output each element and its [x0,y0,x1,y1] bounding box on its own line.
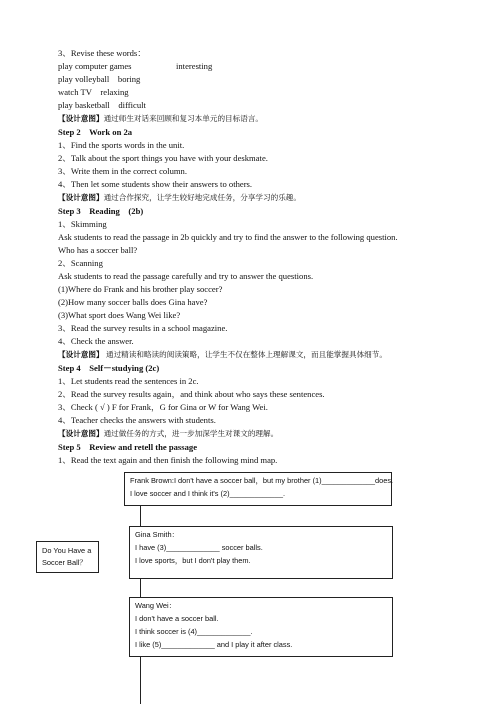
step-item: 2、Talk about the sport things you have with your deskmate. [58,153,268,163]
step-item: 2、Read the survey results again，and think about who says these sentences. [58,389,325,399]
wang-line: I think soccer is (4)_____________. [135,627,253,636]
step-heading: Step 2 Work on 2a [58,127,133,137]
question-item: (3)What sport does Wang Wei like? [58,310,181,320]
review-words-heading: 3、Revise these words： [58,48,146,58]
step-item: 4、Check the answer. [58,336,134,346]
gina-line: I love sports，but I don't play them. [135,556,251,565]
step-item: Ask students to read the passage in 2b quickly and try to find the answer to the following question. [58,232,398,242]
step-item: Ask students to read the passage carefully and try to answer the questions. [58,271,314,281]
step-item: 1、Skimming [58,219,107,229]
step-item: 1、Let students read the sentences in 2c. [58,376,199,386]
step-item: 3、Read the survey results in a school magazine. [58,323,228,333]
step-item: 4、Then let some students show their answers to others. [58,179,253,189]
step-heading: Step 5 Review and retell the passage [58,442,198,452]
step-heading: Step 3 Reading (2b) [58,206,144,216]
step-item: 3、Write them in the correct column. [58,166,187,176]
center-label: Soccer Ball？ [42,558,87,567]
step-item: 3、Check ( √ ) F for Frank，G for Gina or W for Wang Wei. [58,402,268,412]
step-item: 1、Read the text again and then finish the following mind map. [58,455,278,465]
design-intent-note: 【设计意图】 通过精读和略读的阅读策略，让学生不仅在整体上理解课文，而且能掌握具体细节。 [58,350,387,359]
step-item: 4、Teacher checks the answers with students. [58,415,216,425]
connector-line [140,478,141,704]
step-item: Who has a soccer ball? [58,245,138,255]
wang-line: Wang Wei： [135,601,177,610]
wang-box [129,597,393,657]
design-intent-note: 【设计意图】通过做任务的方式，进一步加深学生对课文的理解。 [58,429,279,438]
step-heading: Step 4 Self－studying (2c) [58,363,160,373]
frank-box [124,472,392,506]
step-item: 1、Find the sports words in the unit. [58,140,185,150]
design-intent-note: 【设计意图】通过合作探究，让学生较好地完成任务，分享学习的乐趣。 [58,193,301,202]
mind-map-center-box [36,541,99,573]
frank-line: Frank Brown:I don't have a soccer ball，but my brother (1)_____________does. [130,476,394,485]
word-pair-line: play basketball difficult [58,100,146,110]
gina-line: Gina Smith： [135,530,179,539]
question-item: (2)How many soccer balls does Gina have? [58,297,208,307]
wang-line: I like (5)_____________ and I play it after class. [135,640,293,649]
word-pair-line: play volleyball boring [58,74,141,84]
word-pair-line: watch TV relaxing [58,87,129,97]
center-label: Do You Have a [42,546,92,555]
wang-line: I don't have a soccer ball. [135,614,219,623]
word-pair-line: play computer games interesting [58,61,213,71]
frank-line: I love soccer and I think it's (2)_____________. [130,489,286,498]
gina-box [129,526,393,579]
gina-line: I have (3)_____________ soccer balls. [135,543,263,552]
step-item: 2、Scanning [58,258,103,268]
design-intent-note: 【设计意图】通过师生对话来回顾和复习本单元的目标语言。 [58,114,264,123]
question-item: (1)Where do Frank and his brother play soccer? [58,284,223,294]
